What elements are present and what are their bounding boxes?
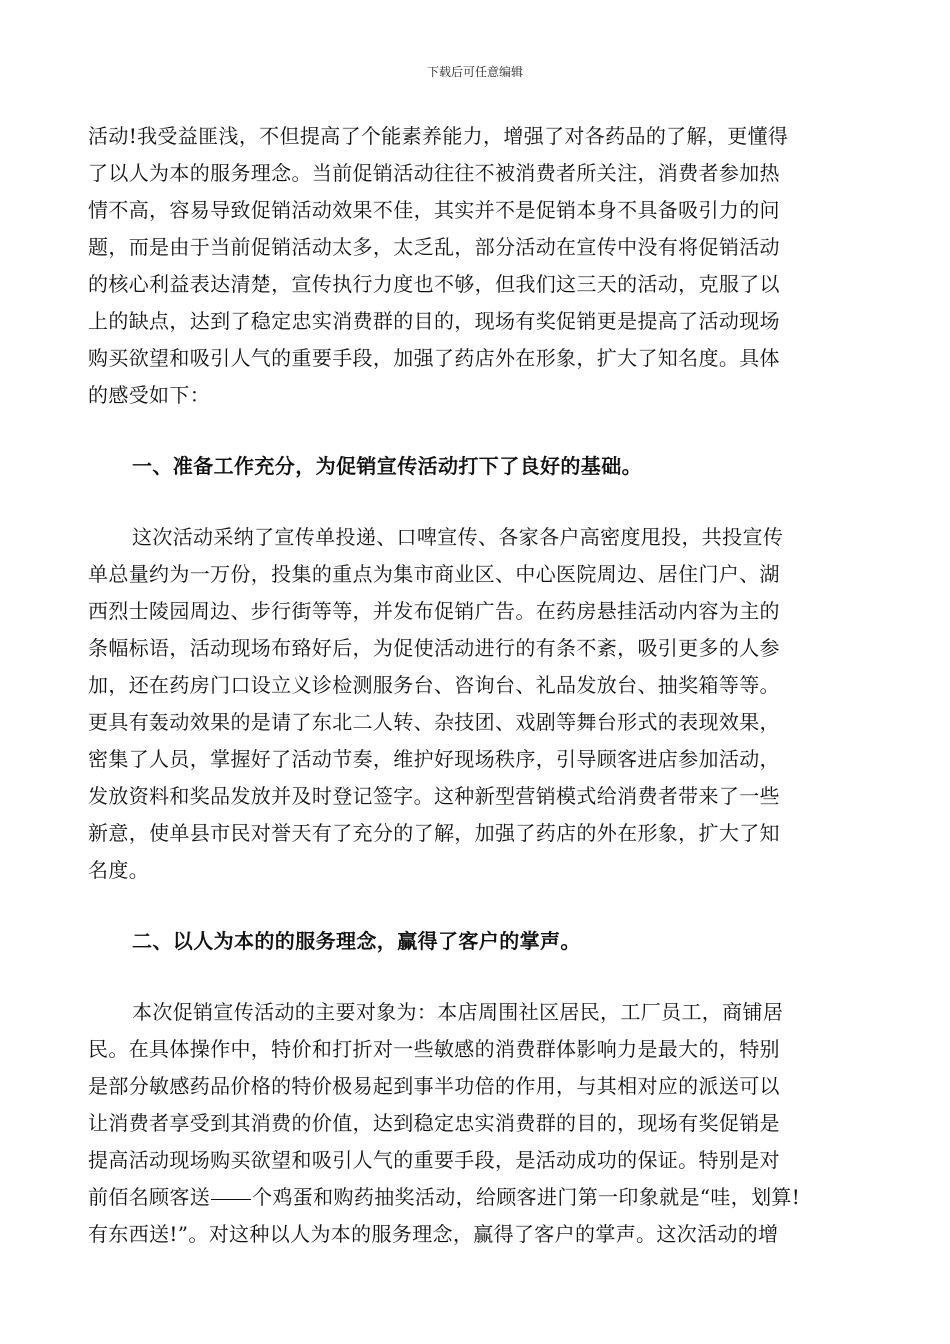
paragraph-line: 单总量约为一万份，投集的重点为集市商业区、中心医院周边、居住门户、湖 [88,562,780,586]
paragraph-line: 活动!我受益匪浅，不但提高了个能素养能力，增强了对各药品的了解，更懂得 [88,124,789,148]
paragraph-line: 本次促销宣传活动的主要对象为：本店周围社区居民，工厂员工，商铺居 [132,1000,784,1024]
paragraph-line: 新意，使单县市民对誉天有了充分的了解，加强了药店的外在形象，扩大了知 [88,821,780,845]
paragraph-line: 让消费者享受到其消费的价值，达到稳定忠实消费群的目的，现场有奖促销是 [88,1111,780,1135]
paragraph-line: 购买欲望和吸引人气的重要手段，加强了药店外在形象，扩大了知名度。具体 [88,346,780,370]
text-before-blank: 前佰名顾客送 [88,1185,211,1209]
paragraph-line: 发放资料和奖品发放并及时登记签字。这种新型营销模式给消费者带来了一些 [88,784,780,808]
paragraph-line: 民。在具体操作中，特价和打折对一些敏感的消费群体影响力是最大的，特别 [88,1037,780,1061]
paragraph-line: 这次活动采纳了宣传单投递、口啤宣传、各家各户高密度甩投，共投宣传 [132,525,784,549]
paragraph-1 [88,118,860,414]
paragraph-line: 了以人为本的服务理念。当前促销活动往往不被消费者所关注，消费者参加热 [88,161,780,185]
fill-in-blank [211,1198,251,1200]
text-after-blank: 个鸡蛋和购药抽奖活动，给顾客进门第一印象就是“哇，划算! [252,1185,801,1209]
section-2-paragraph [88,994,860,1253]
paragraph-gap [88,485,860,519]
paragraph-line: 的核心利益表达清楚，宣传执行力度也不够，但我们这三天的活动，克服了以 [88,272,780,296]
header-note: 下载后可任意编辑 [426,65,523,79]
paragraph-line: 名度。 [88,858,150,882]
paragraph-line: 加，还在药房门口设立义诊检测服务台、咨询台、礼品发放台、抽奖箱等等。 [88,673,780,697]
paragraph-gap [88,889,860,923]
paragraph-line-with-blank [88,1179,860,1216]
paragraph-line: 更具有轰动效果的是请了东北二人转、杂技团、戏剧等舞台形式的表现效果， [88,710,780,734]
section-1-paragraph [88,519,860,889]
paragraph-line: 有东西送!”。对这种以人为本的服务理念，赢得了客户的掌声。这次活动的增 [88,1222,779,1246]
paragraph-line: 提高活动现场购买欲望和吸引人气的重要手段，是活动成功的保证。特别是对 [88,1148,780,1172]
paragraph-line: 情不高，容易导致促销活动效果不佳，其实并不是促销本身不具备吸引力的问 [88,198,780,222]
paragraph-line: 西烈士陵园周边、步行街等等，并发布促销广告。在药房悬挂活动内容为主的 [88,599,780,623]
paragraph-gap [88,960,860,994]
section-1-heading: 一、准备工作充分，为促销宣传活动打下了良好的基础。 [132,454,642,478]
paragraph-line: 是部分敏感药品价格的特价极易起到事半功倍的作用，与其相对应的派送可以 [88,1074,780,1098]
paragraph-line: 题，而是由于当前促销活动太多，太乏乱，部分活动在宣传中没有将促销活动 [88,235,780,259]
section-2-heading: 二、以人为本的的服务理念，赢得了客户的掌声。 [132,929,581,953]
paragraph-gap [88,414,860,448]
paragraph-line: 密集了人员，掌握好了活动节奏，维护好现场秩序，引导顾客进店参加活动， [88,747,780,771]
paragraph-line: 的感受如下： [88,383,211,407]
paragraph-line: 条幅标语，活动现场布臵好后，为促使活动进行的有条不紊，吸引更多的人参 [88,636,780,660]
paragraph-line: 上的缺点，达到了稳定忠实消费群的目的，现场有奖促销更是提高了活动现场 [88,309,780,333]
document-body [88,118,860,1253]
